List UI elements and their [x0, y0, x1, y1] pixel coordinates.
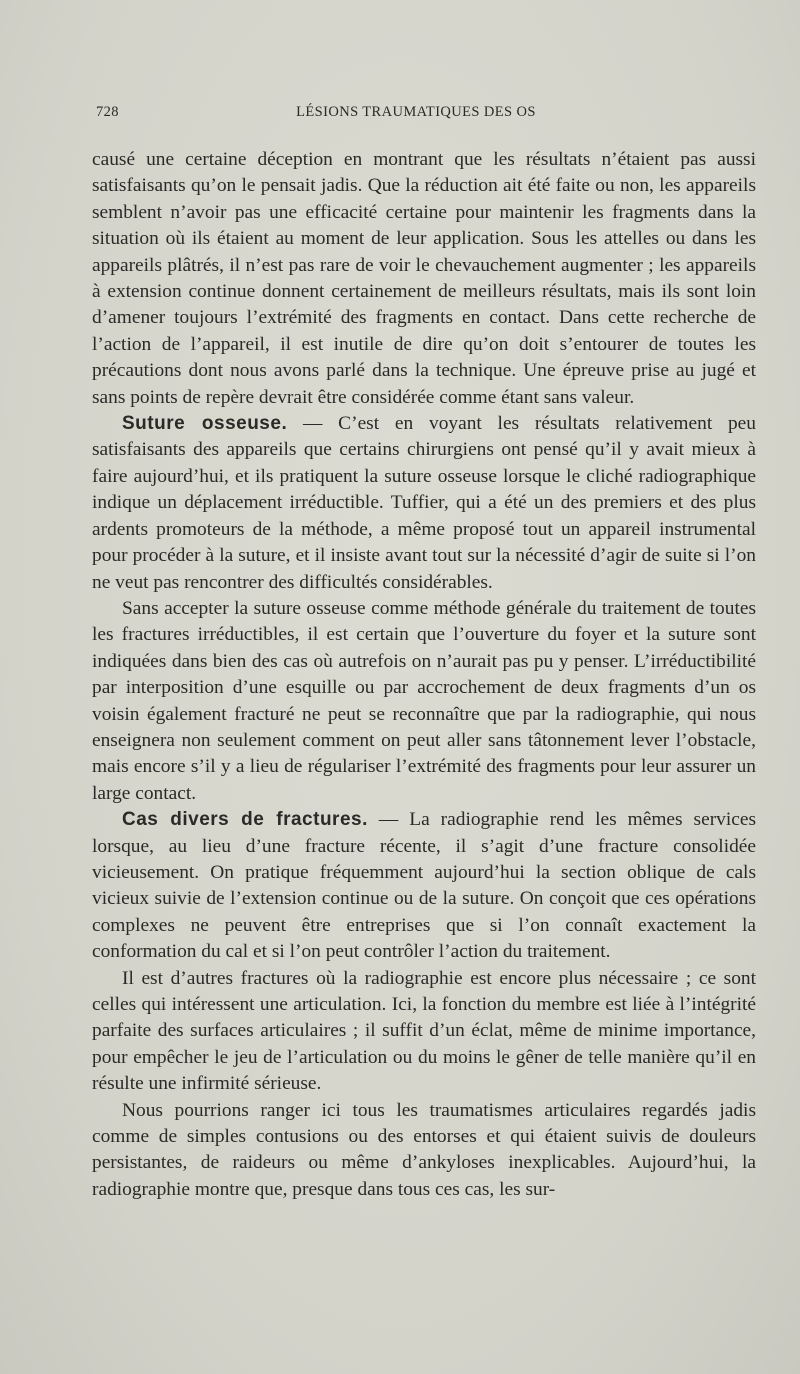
paragraph-text: — La radiographie rend les mêmes services lorsque, au lieu d’une fracture récente, il s’agit d’une fracture consolidée vicieusement. On pratique fréquemment aujourd’hui la section oblique de cals vicieux suivie de l’extension continue ou de la suture. On conçoit que ces opérations complexes ne peuvent être entreprises que si l’on connaît exactement la conformation du cal et si l’on peut contrôler l’action du traitement.: [92, 809, 756, 963]
running-header: [96, 104, 736, 128]
paragraph: [92, 966, 756, 1098]
paragraph-text: Nous pourrions ranger ici tous les traumatismes articulaires regardés jadis comme de simples contusions ou des entorses et qui étaient suivis de douleurs persistantes, de raideurs ou même d’ankyloses inexplicables. Aujourd’hui, la radiographie montre que, presque dans tous ces cas, les sur-: [92, 1099, 756, 1200]
page-number: 728: [96, 104, 119, 120]
section-heading-suture-osseuse: Suture osseuse.: [122, 413, 288, 435]
running-title: LÉSIONS TRAUMATIQUES DES OS: [296, 104, 536, 120]
paragraph-text: Sans accepter la suture osseuse comme méthode générale du traitement de toutes les fractures irréductibles, il est certain que l’ouverture du foyer et la suture sont indiquées dans bien des cas où autrefois on n’aurait pas pu y penser. L’irréductibilité par interposition d’une esquille ou par accrochement de deux fragments d’un os voisin également fracturé ne peut se reconnaître que par la radiographie, qui nous enseignera non seulement comment on peut aller sans tâtonnement lever l’obstacle, mais encore s’il y a lieu de régulariser l’extrémité des fragments pour leur assurer un large contact.: [92, 597, 756, 804]
paragraph-text: — C’est en voyant les résultats relativement peu satisfaisants des appareils que certains chirurgiens ont pensé qu’il y avait mieux à faire aujourd’hui, et ils pratiquent la suture osseuse lorsque le cliché radiographique indique un déplacement irréductible. Tuffier, qui a été un des premiers et des plus ardents promoteurs de la méthode, a même proposé tout un appareil instrumental pour procéder à la suture, et il insiste avant tout sur la nécessité d’agir de suite si l’on ne veut pas rencontrer des difficultés considérables.: [92, 413, 756, 593]
paragraph: [92, 1098, 756, 1204]
section-heading-cas-divers: Cas divers de fractures.: [122, 809, 368, 831]
paragraph: [92, 411, 756, 596]
paragraph-text: causé une certaine déception en montrant que les résultats n’étaient pas aussi satisfaisants qu’on le pensait jadis. Que la réduction ait été faite ou non, les appareils semblent n’avoir pas une efficacité certaine pour maintenir les fragments dans la situation où ils étaient au moment de leur application. Sous les attelles ou dans les appareils plâtrés, il n’est pas rare de voir le chevauchement augmenter ; les appareils à extension continue donnent certainement de meilleurs résultats, mais ils sont loin d’amener toujours l’extrémité des fragments en contact. Dans cette recherche de l’action de l’appareil, il est inutile de dire qu’on doit s’entourer de toutes les précautions dont nous avons parlé dans la technique. Une épreuve prise au jugé et sans points de repère devrait être considérée comme étant sans valeur.: [92, 149, 756, 408]
body-text: [92, 147, 756, 1203]
paragraph-text: Il est d’autres fractures où la radiographie est encore plus nécessaire ; ce sont celles qui intéressent une articulation. Ici, la fonction du membre est liée à l’intégrité parfaite des surfaces articulaires ; il suffit d’un éclat, même de minime importance, pour empêcher le jeu de l’articulation ou du moins le gêner de telle manière qu’il en résulte une infirmité sérieuse.: [92, 967, 756, 1095]
paragraph: [92, 147, 756, 411]
paragraph: [92, 596, 756, 807]
paragraph: [92, 807, 756, 965]
